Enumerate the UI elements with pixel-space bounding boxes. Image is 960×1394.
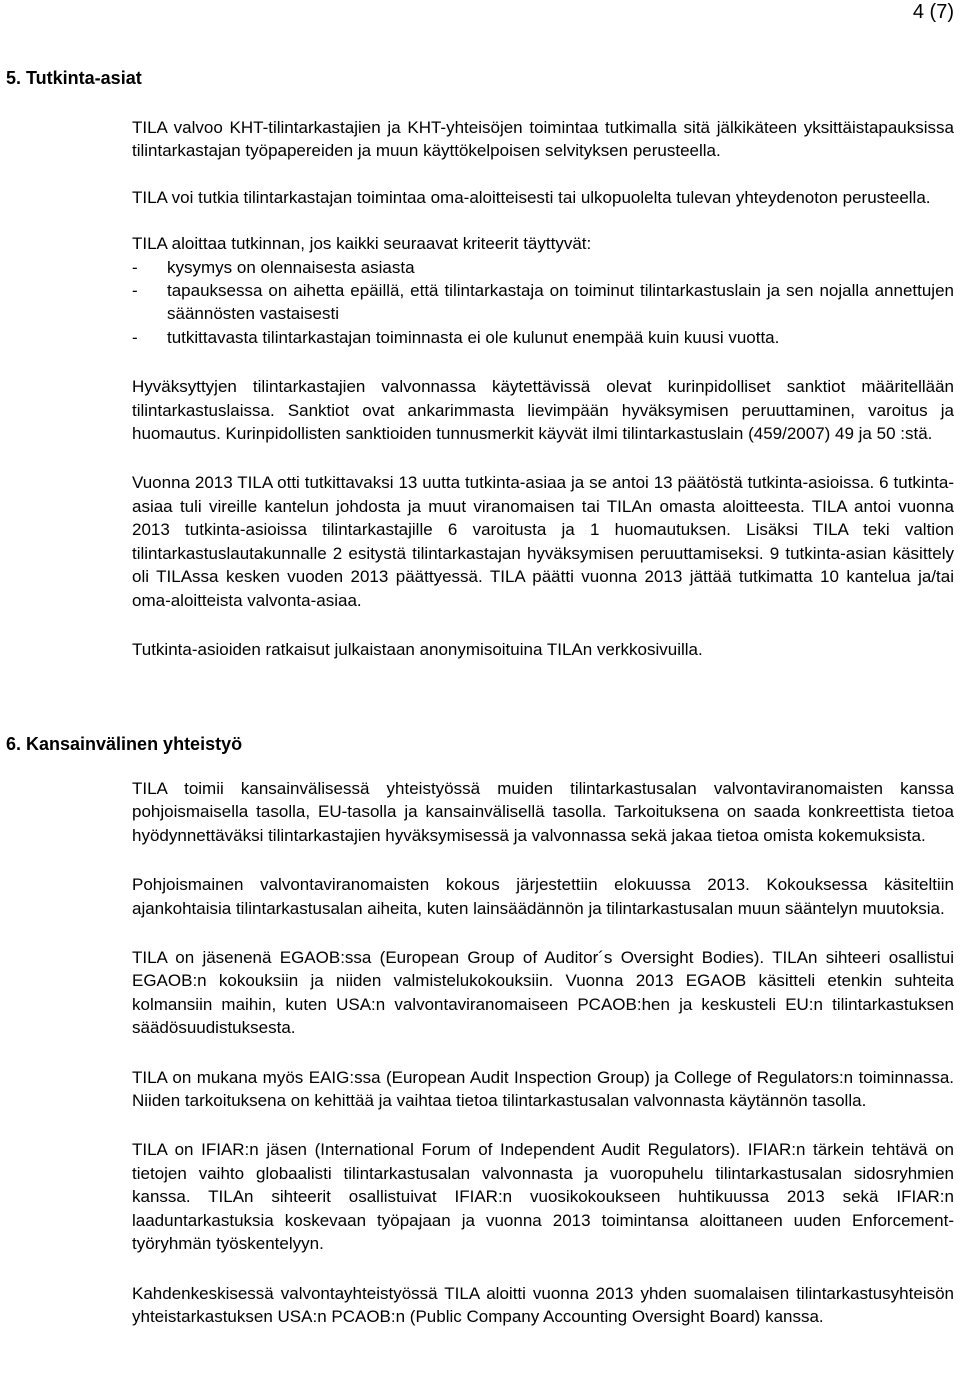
- section-5-paragraph-2: TILA voi tutkia tilintarkastajan toimintaa oma-aloitteisesti tai ulkopuolelta tulevan yhteydenoton perusteella.: [132, 187, 931, 207]
- section-5-paragraph-1: TILA valvoo KHT-tilintarkastajien ja KHT-yhteisöjen toimintaa tutkimalla sitä jälkikäteen yksittäistapauksissa tilintarkastajan työpapereiden ja muun käyttökelpoisen selvityksen perusteella.: [132, 118, 954, 161]
- section-6-paragraph-5: TILA on IFIAR:n jäsen (International Forum of Independent Audit Regulators). IFIAR:n tärkein tehtävä on tietojen vaihto globaalisti tilintarkastusalan valvonnasta ja vuoropuhelu tilintarkastusalan sidosryhmien kanssa. TILAn sihteerit osallistuivat IFIAR:n vuosikokoukseen huhtikuussa 2013 sekä IFIAR:n laaduntarkastuksia koskevaan työpajaan ja vuonna 2013 toimintansa aloittaneen uuden Enforcement-työryhmän työskentelyyn.: [132, 1140, 954, 1254]
- section-6-heading: 6. Kansainvälinen yhteistyö: [6, 734, 243, 754]
- section-6-paragraph-2: Pohjoismainen valvontaviranomaisten kokous järjestettiin elokuussa 2013. Kokouksessa käsiteltiin ajankohtaisia tilintarkastusalan aiheita, kuten lainsäädännön ja tilintarkastusalan muun sääntelyn muutoksia.: [132, 875, 954, 918]
- section-6-paragraph-6: Kahdenkeskisessä valvontayhteistyössä TILA aloitti vuonna 2013 yhden suomalaisen tilintarkastusyhteisön yhteistarkastuksen USA:n PCAOB:n (Public Company Accounting Oversight Board) kanssa.: [132, 1283, 954, 1326]
- section-6-paragraph-4: TILA on mukana myös EAIG:ssa (European Audit Inspection Group) ja College of Regulators:n toiminnassa. Niiden tarkoituksena on kehittää ja vaihtaa tietoa tilintarkastusalan valvonnasta käytännön tasolla.: [132, 1067, 954, 1111]
- criteria-list: [132, 256, 954, 350]
- criteria-item: - kysymys on olennaisesta asiasta: [132, 256, 954, 279]
- criteria-item: - tapauksessa on aihetta epäillä, että tilintarkastaja on toiminut tilintarkastuslain ja sen nojalla annettujen säännösten vastaisesti: [132, 279, 954, 326]
- section-5-paragraph-4: Hyväksyttyjen tilintarkastajien valvonnassa käytettävissä olevat kurinpidolliset sanktiot määritellään tilintarkastuslaissa. Sanktiot ovat ankarimmasta lievimpään hyväksymisen peruuttaminen, varoitus ja huomautus. Kurinpidollisten sanktioiden tunnusmerkit käyvät ilmi tilintarkastuslain (459/2007) 49 ja 50 :stä.: [132, 377, 954, 444]
- criteria-intro: TILA aloittaa tutkinnan, jos kaikki seuraavat kriteerit täyttyvät:: [132, 234, 592, 254]
- section-5-paragraph-6: Tutkinta-asioiden ratkaisut julkaistaan anonymisoituina TILAn verkkosivuilla.: [132, 639, 703, 659]
- section-6-paragraph-3: TILA on jäsenenä EGAOB:ssa (European Group of Auditor´s Oversight Bodies). TILAn sihteeri osallistui EGAOB:n kokouksiin ja niiden valmistelukokouksiin. Vuonna 2013 EGAOB käsitteli etenkin suhteita kolmansiin maihin, kuten USA:n valvontaviranomaiseen PCAOB:hen ja keskusteli EU:n tilintarkastuksen säädösuudistuksesta.: [132, 948, 954, 1038]
- section-6-paragraph-1: TILA toimii kansainvälisessä yhteistyössä muiden tilintarkastusalan valvontaviranomaisten kanssa pohjoismaisella tasolla, EU-tasolla ja kansainvälisellä tasolla. Tarkoituksena on saada konkreettista tietoa hyödynnettäväksi tilintarkastajien hyväksymisessä ja valvonnassa sekä jakaa tietoa omista kokemuksista.: [132, 779, 954, 845]
- section-5-heading: 5. Tutkinta-asiat: [6, 68, 142, 88]
- page-number: 4 (7): [912, 1, 954, 23]
- criteria-item: - tutkittavasta tilintarkastajan toiminnasta ei ole kulunut enempää kuin kuusi vuotta.: [132, 326, 954, 349]
- section-6-body: [132, 777, 954, 1328]
- section-5-paragraph-5: Vuonna 2013 TILA otti tutkittavaksi 13 uutta tutkinta-asiaa ja se antoi 13 päätöstä tutkinta-asioissa. 6 tutkinta-asiaa tuli vireille kantelun johdosta ja muut viranomaisen tai TILAn omasta aloitteesta. TILA antoi vuonna 2013 tutkinta-asioissa tilintarkastajille 6 varoitusta ja 1 huomautuksen. Lisäksi TILA teki valtion tilintarkastuslautakunnalle 2 esitystä tilintarkastajan hyväksymisen peruuttamiseksi. 9 tutkinta-asian käsittely oli TILAssa kesken vuoden 2013 päättyessä. TILA päätti vuonna 2013 jättää tutkimatta 10 kantelua ja/tai oma-aloitteista valvonta-asiaa.: [132, 473, 954, 610]
- section-5-body: [132, 116, 954, 661]
